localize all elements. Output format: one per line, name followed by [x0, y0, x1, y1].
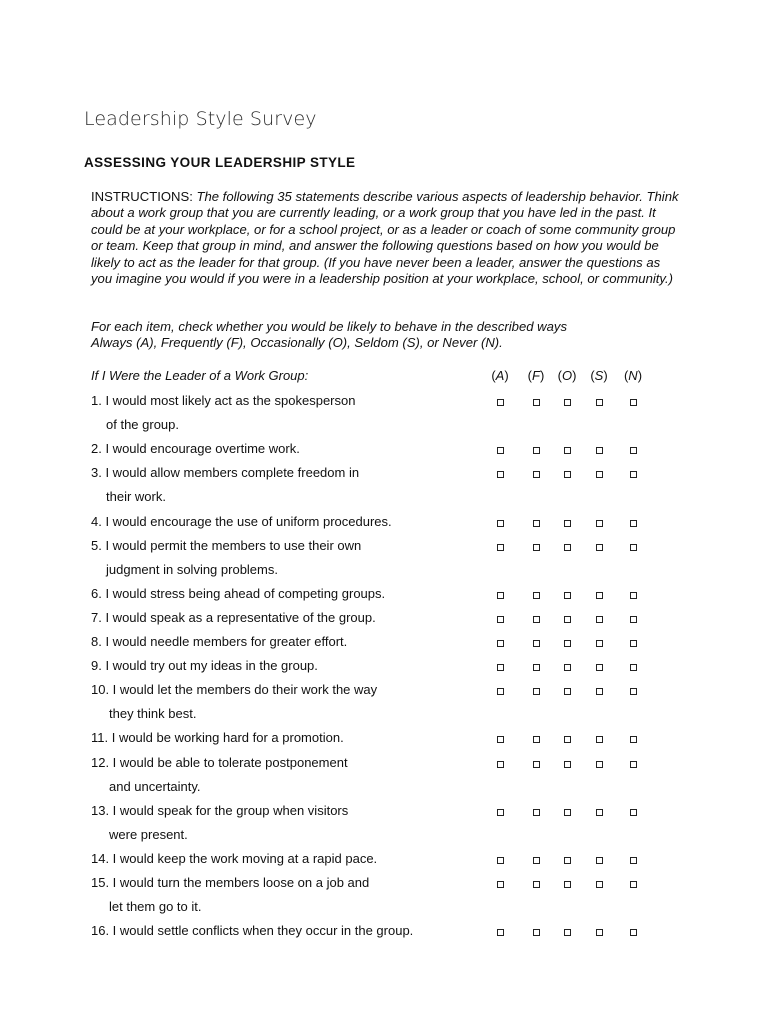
rating-note [91, 319, 681, 352]
checkbox-f[interactable] [533, 592, 540, 599]
checkbox-s[interactable] [596, 616, 603, 623]
checkbox-n[interactable] [630, 929, 637, 936]
table-header: If I Were the Leader of a Work Group: [91, 368, 309, 383]
checkbox-n[interactable] [630, 857, 637, 864]
checkbox-s[interactable] [596, 761, 603, 768]
item-statement-continued: judgment in solving problems. [106, 561, 278, 577]
checkbox-a[interactable] [497, 664, 504, 671]
checkbox-n[interactable] [630, 664, 637, 671]
checkbox-s[interactable] [596, 688, 603, 695]
column-header-s: (S) [590, 368, 608, 383]
item-statement-continued: and uncertainty. [109, 778, 201, 794]
section-heading: ASSESSING YOUR LEADERSHIP STYLE [84, 155, 356, 170]
checkbox-f[interactable] [533, 857, 540, 864]
checkbox-a[interactable] [497, 640, 504, 647]
checkbox-n[interactable] [630, 640, 637, 647]
checkbox-n[interactable] [630, 520, 637, 527]
checkbox-f[interactable] [533, 809, 540, 816]
checkbox-f[interactable] [533, 736, 540, 743]
checkbox-s[interactable] [596, 471, 603, 478]
item-statement: 16. I would settle conflicts when they occur in the group. [91, 923, 414, 939]
checkbox-f[interactable] [533, 616, 540, 623]
checkbox-s[interactable] [596, 881, 603, 888]
checkbox-s[interactable] [596, 447, 603, 454]
checkbox-o[interactable] [564, 471, 571, 478]
checkbox-s[interactable] [596, 736, 603, 743]
item-statement: 11. I would be working hard for a promotion. [91, 730, 344, 746]
checkbox-n[interactable] [630, 544, 637, 551]
checkbox-f[interactable] [533, 447, 540, 454]
checkbox-f[interactable] [533, 761, 540, 768]
checkbox-f[interactable] [533, 640, 540, 647]
checkbox-a[interactable] [497, 761, 504, 768]
checkbox-n[interactable] [630, 616, 637, 623]
checkbox-o[interactable] [564, 761, 571, 768]
checkbox-f[interactable] [533, 471, 540, 478]
checkbox-s[interactable] [596, 640, 603, 647]
column-header-n: (N) [623, 368, 643, 383]
rating-note-line-1: For each item, check whether you would be likely to behave in the described ways [91, 319, 567, 334]
checkbox-n[interactable] [630, 809, 637, 816]
item-statement: 1. I would most likely act as the spokesperson [91, 393, 356, 408]
checkbox-a[interactable] [497, 399, 504, 406]
checkbox-s[interactable] [596, 809, 603, 816]
item-statement: 5. I would permit the members to use their own [91, 537, 362, 553]
checkbox-s[interactable] [596, 664, 603, 671]
item-statement: 15. I would turn the members loose on a job and [91, 875, 370, 890]
checkbox-s[interactable] [596, 399, 603, 406]
item-statement: 7. I would speak as a representative of the group. [91, 609, 376, 625]
checkbox-o[interactable] [564, 520, 571, 527]
checkbox-s[interactable] [596, 520, 603, 527]
item-statement-continued: they think best. [109, 706, 197, 722]
instructions-body: The following 35 statements describe various aspects of leadership behavior. Think about a work group that you are currently leading, or a work group that you have led in the past. It could be at your workplace, or for a school project, or as a leader or coach of some community group or team. Keep that group in mind, and answer the following questions based on how you would be likely to act as the leader for that group. (If you have never been a leader, answer the questions as you imagine you would if you were in a leadership position at your workplace, school, or community.) [91, 189, 679, 287]
checkbox-n[interactable] [630, 592, 637, 599]
checkbox-o[interactable] [564, 736, 571, 743]
checkbox-o[interactable] [564, 881, 571, 888]
column-header-f: (F) [527, 368, 545, 383]
item-statement: 6. I would stress being ahead of competing groups. [91, 585, 386, 601]
checkbox-a[interactable] [497, 471, 504, 478]
checkbox-a[interactable] [497, 688, 504, 695]
checkbox-o[interactable] [564, 544, 571, 551]
checkbox-o[interactable] [564, 857, 571, 864]
checkbox-n[interactable] [630, 736, 637, 743]
checkbox-a[interactable] [497, 592, 504, 599]
item-statement: 2. I would encourage overtime work. [91, 441, 300, 457]
checkbox-a[interactable] [497, 857, 504, 864]
checkbox-o[interactable] [564, 399, 571, 406]
checkbox-f[interactable] [533, 881, 540, 888]
checkbox-o[interactable] [564, 929, 571, 936]
checkbox-o[interactable] [564, 592, 571, 599]
checkbox-f[interactable] [533, 520, 540, 527]
checkbox-o[interactable] [564, 640, 571, 647]
checkbox-a[interactable] [497, 809, 504, 816]
page-title: Leadership Style Survey [84, 108, 317, 130]
item-statement: 4. I would encourage the use of uniform procedures. [91, 513, 392, 529]
checkbox-a[interactable] [497, 520, 504, 527]
checkbox-s[interactable] [596, 929, 603, 936]
instructions-label: INSTRUCTIONS: [91, 189, 193, 204]
checkbox-f[interactable] [533, 544, 540, 551]
checkbox-a[interactable] [497, 881, 504, 888]
checkbox-n[interactable] [630, 761, 637, 768]
checkbox-n[interactable] [630, 399, 637, 406]
checkbox-o[interactable] [564, 447, 571, 454]
checkbox-s[interactable] [596, 592, 603, 599]
item-statement: 3. I would allow members complete freedom in [91, 465, 360, 481]
item-statement: 9. I would try out my ideas in the group. [91, 658, 318, 674]
checkbox-s[interactable] [596, 857, 603, 864]
item-statement: 8. I would needle members for greater effort. [91, 634, 348, 649]
checkbox-n[interactable] [630, 471, 637, 478]
checkbox-n[interactable] [630, 447, 637, 454]
item-statement-continued: their work. [106, 489, 166, 505]
checkbox-a[interactable] [497, 544, 504, 551]
checkbox-o[interactable] [564, 809, 571, 816]
checkbox-f[interactable] [533, 688, 540, 695]
rating-note-line-2: Always (A), Frequently (F), Occasionally (O), Seldom (S), or Never (N). [91, 335, 503, 351]
checkbox-o[interactable] [564, 688, 571, 695]
checkbox-n[interactable] [630, 881, 637, 888]
checkbox-a[interactable] [497, 736, 504, 743]
checkbox-f[interactable] [533, 399, 540, 406]
item-statement: 14. I would keep the work moving at a rapid pace. [91, 850, 378, 866]
checkbox-f[interactable] [533, 929, 540, 936]
checkbox-n[interactable] [630, 688, 637, 695]
checkbox-s[interactable] [596, 544, 603, 551]
item-statement: 12. I would be able to tolerate postponement [91, 754, 348, 770]
column-header-a: (A) [491, 368, 509, 383]
checkbox-a[interactable] [497, 929, 504, 936]
checkbox-f[interactable] [533, 664, 540, 671]
checkbox-a[interactable] [497, 616, 504, 623]
item-statement: 10. I would let the members do their work the way [91, 682, 378, 698]
column-header-o: (O) [557, 368, 577, 383]
checkbox-o[interactable] [564, 664, 571, 671]
instructions [91, 189, 681, 287]
checkbox-o[interactable] [564, 616, 571, 623]
item-statement-continued: let them go to it. [109, 899, 202, 915]
item-statement: 13. I would speak for the group when visitors [91, 802, 349, 818]
checkbox-a[interactable] [497, 447, 504, 454]
item-statement-continued: were present. [109, 826, 188, 842]
item-statement-continued: of the group. [106, 417, 179, 433]
